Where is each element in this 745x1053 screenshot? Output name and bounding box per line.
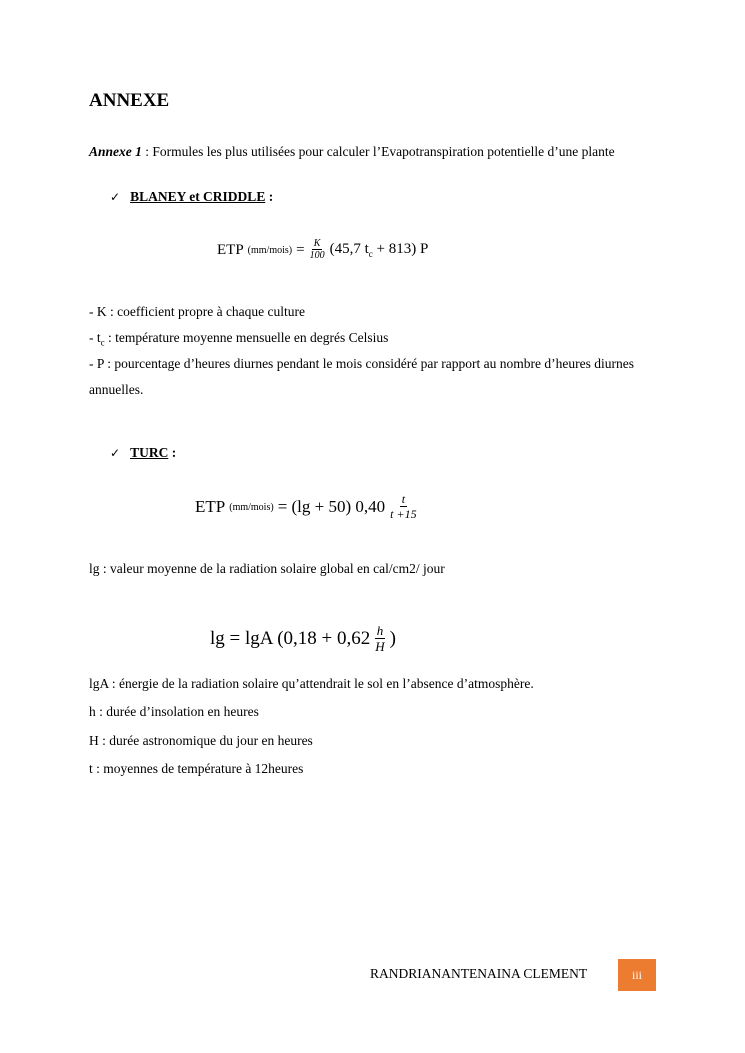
formula-unit: (mm/mois)	[247, 244, 293, 256]
checkmark-icon: ✓	[110, 446, 121, 460]
formula-equals: =	[296, 241, 305, 258]
fraction-numerator: K	[313, 238, 321, 249]
fraction-denominator: t +15	[390, 507, 417, 522]
section-name: BLANEY et CRIDDLE	[130, 189, 266, 204]
formula-lhs: ETP	[217, 241, 244, 258]
section-name: TURC	[130, 445, 169, 460]
formula-lhs: ETP	[195, 497, 226, 517]
checkmark-icon: ✓	[110, 190, 121, 204]
formula-turc	[195, 493, 422, 522]
fraction	[373, 624, 386, 655]
definition-H: H : durée astronomique du jour en heures	[89, 733, 313, 748]
fraction	[388, 493, 418, 522]
formula-unit: (mm/mois)	[229, 501, 274, 513]
definition-lg: lg : valeur moyenne de la radiation solaire global en cal/cm2/ jour	[89, 561, 445, 576]
definition-t: t : moyennes de température à 12heures	[89, 761, 304, 776]
section-blaney-criddle-heading	[110, 189, 273, 205]
formula-rhs: (45,7 $t_c + 813$) P	[329, 241, 429, 259]
page-number: iii	[618, 959, 656, 991]
definition-p: - P : pourcentage d’heures diurnes pendant le mois considéré par rapport au nombre d’heures diurnes annuelles.	[89, 356, 634, 397]
definition-lga: lgA : énergie de la radiation solaire qu’attendrait le sol en l’absence d’atmosphère.	[89, 676, 534, 691]
annex-label: Annexe 1	[89, 144, 142, 159]
fraction-numerator: t	[401, 492, 406, 506]
section-suffix: :	[168, 445, 177, 460]
fraction	[308, 238, 327, 262]
annex-intro-text: : Formules les plus utilisées pour calculer l’Evapotranspiration potentielle d’une plante	[141, 144, 615, 159]
definition-h: h : durée d’insolation en heures	[89, 704, 259, 719]
fraction-denominator: H	[375, 639, 385, 655]
formula-close: )	[389, 628, 396, 650]
formula-lg	[210, 624, 396, 655]
fraction-denominator: 100	[309, 250, 325, 261]
fraction-numerator: h	[376, 623, 384, 638]
section-turc-heading	[110, 445, 176, 461]
formula-rhs: = (lg + 50) 0,40	[277, 497, 386, 517]
definition-k: - K : coefficient propre à chaque culture	[89, 304, 306, 319]
definition-tc: - $t_c$ : température moyenne mensuelle en degrés Celsius	[89, 330, 389, 348]
footer-author: RANDRIANANTENAINA CLEMENT	[370, 966, 588, 981]
annex-intro	[89, 143, 659, 161]
formula-rhs: lg = lgA (0,18 + 0,62	[210, 628, 371, 650]
formula-blaney-criddle	[217, 238, 428, 262]
section-suffix: :	[265, 189, 274, 204]
page-title: ANNEXE	[89, 90, 170, 111]
